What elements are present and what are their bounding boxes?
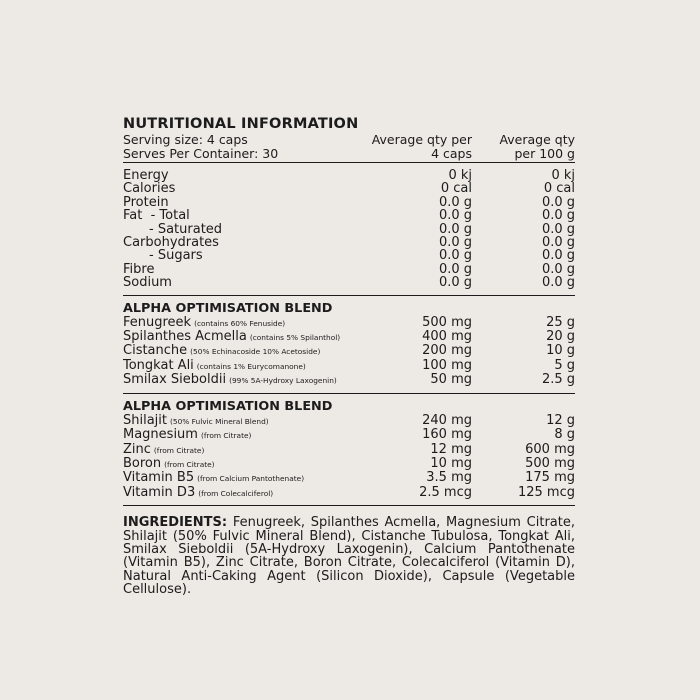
nutrient-row: - Sugars 0.0 g 0.0 g bbox=[149, 248, 575, 264]
col-a-line2: 4 caps bbox=[431, 145, 472, 161]
blend-2-title: ALPHA OPTIMISATION BLEND bbox=[123, 398, 333, 414]
ingredients-list: Fenugreek, Spilanthes Acmella, Magnesium Citrate, Shilajit (50% Fulvic Mineral Blend), Cistanche Tubulosa, Tongkat Ali, Smilax Sieboldii (5A-Hydroxy Laxogenin), Calcium Pantothenate (Vitamin B5), Zinc Citrate, Boron Citrate, Colecalciferol (Vitamin D), Natural Anti-Caking Agent (Silicon Dioxide), Capsule (Vegetable Cellulose). bbox=[123, 515, 575, 598]
blend-row: Vitamin B5 (from Calcium Pantothenate) 3.5 mg 175 mg bbox=[123, 470, 575, 486]
nutrient-row: Fat - Total 0.0 g 0.0 g bbox=[123, 208, 575, 224]
blend-row: Boron (from Citrate) 10 mg 500 mg bbox=[123, 455, 575, 471]
blend-1-section bbox=[123, 295, 575, 388]
col-header-per-100g bbox=[472, 133, 575, 160]
nutrient-row: Protein 0.0 g 0.0 g bbox=[123, 194, 575, 210]
nutrient-row: Carbohydrates 0.0 g 0.0 g bbox=[123, 235, 575, 251]
blend-2-section bbox=[123, 393, 575, 500]
serves-per-container: Serves Per Container: 30 bbox=[123, 145, 279, 161]
blend-row: Smilax Sieboldii (99% 5A-Hydroxy Laxogenin) 50 mg 2.5 g bbox=[123, 372, 575, 388]
col-header-per-serve bbox=[348, 133, 472, 160]
ingredients-section bbox=[123, 505, 575, 596]
blend-row: Magnesium (from Citrate) 160 mg 8 g bbox=[123, 427, 575, 443]
blend-row: Vitamin D3 (from Colecalciferol) 2.5 mcg 125 mcg bbox=[123, 484, 575, 500]
col-a-line1: Average qty per bbox=[371, 132, 472, 147]
blend-row: Cistanche (50% Echinacoside 10% Acetoside) 200 mg 10 g bbox=[123, 343, 575, 359]
blend-row: Fenugreek (contains 60% Fenuside) 500 mg 25 g bbox=[123, 314, 575, 330]
nutrient-row: - Saturated 0.0 g 0.0 g bbox=[149, 221, 575, 237]
blend-1-title: ALPHA OPTIMISATION BLEND bbox=[123, 300, 333, 316]
blend-row: Zinc (from Citrate) 12 mg 600 mg bbox=[123, 441, 575, 457]
col-b-line1: Average qty bbox=[499, 132, 575, 147]
nutrient-row: Fibre 0.0 g 0.0 g bbox=[123, 261, 575, 277]
blend-row: Spilanthes Acmella (contains 5% Spilanthol) 400 mg 20 g bbox=[123, 329, 575, 345]
nutrient-row: Sodium 0.0 g 0.0 g bbox=[123, 275, 575, 291]
serving-size: Serving size: 4 caps bbox=[123, 132, 248, 147]
nutrition-panel bbox=[123, 116, 575, 597]
nutrients-section bbox=[123, 162, 575, 290]
nutrient-row: Calories 0 cal 0 cal bbox=[123, 181, 575, 197]
blend-row: Tongkat Ali (contains 1% Eurycomanone) 100 mg 5 g bbox=[123, 357, 575, 373]
panel-title: NUTRITIONAL INFORMATION bbox=[123, 116, 359, 132]
ingredients-text bbox=[123, 516, 575, 596]
nutrient-row: Energy 0 kj 0 kj bbox=[123, 168, 575, 183]
ingredients-label: INGREDIENTS: bbox=[123, 515, 228, 531]
serving-header bbox=[123, 133, 575, 160]
blend-row: Shilajit (50% Fulvic Mineral Blend) 240 mg 12 g bbox=[123, 412, 575, 428]
col-b-line2: per 100 g bbox=[514, 145, 575, 161]
